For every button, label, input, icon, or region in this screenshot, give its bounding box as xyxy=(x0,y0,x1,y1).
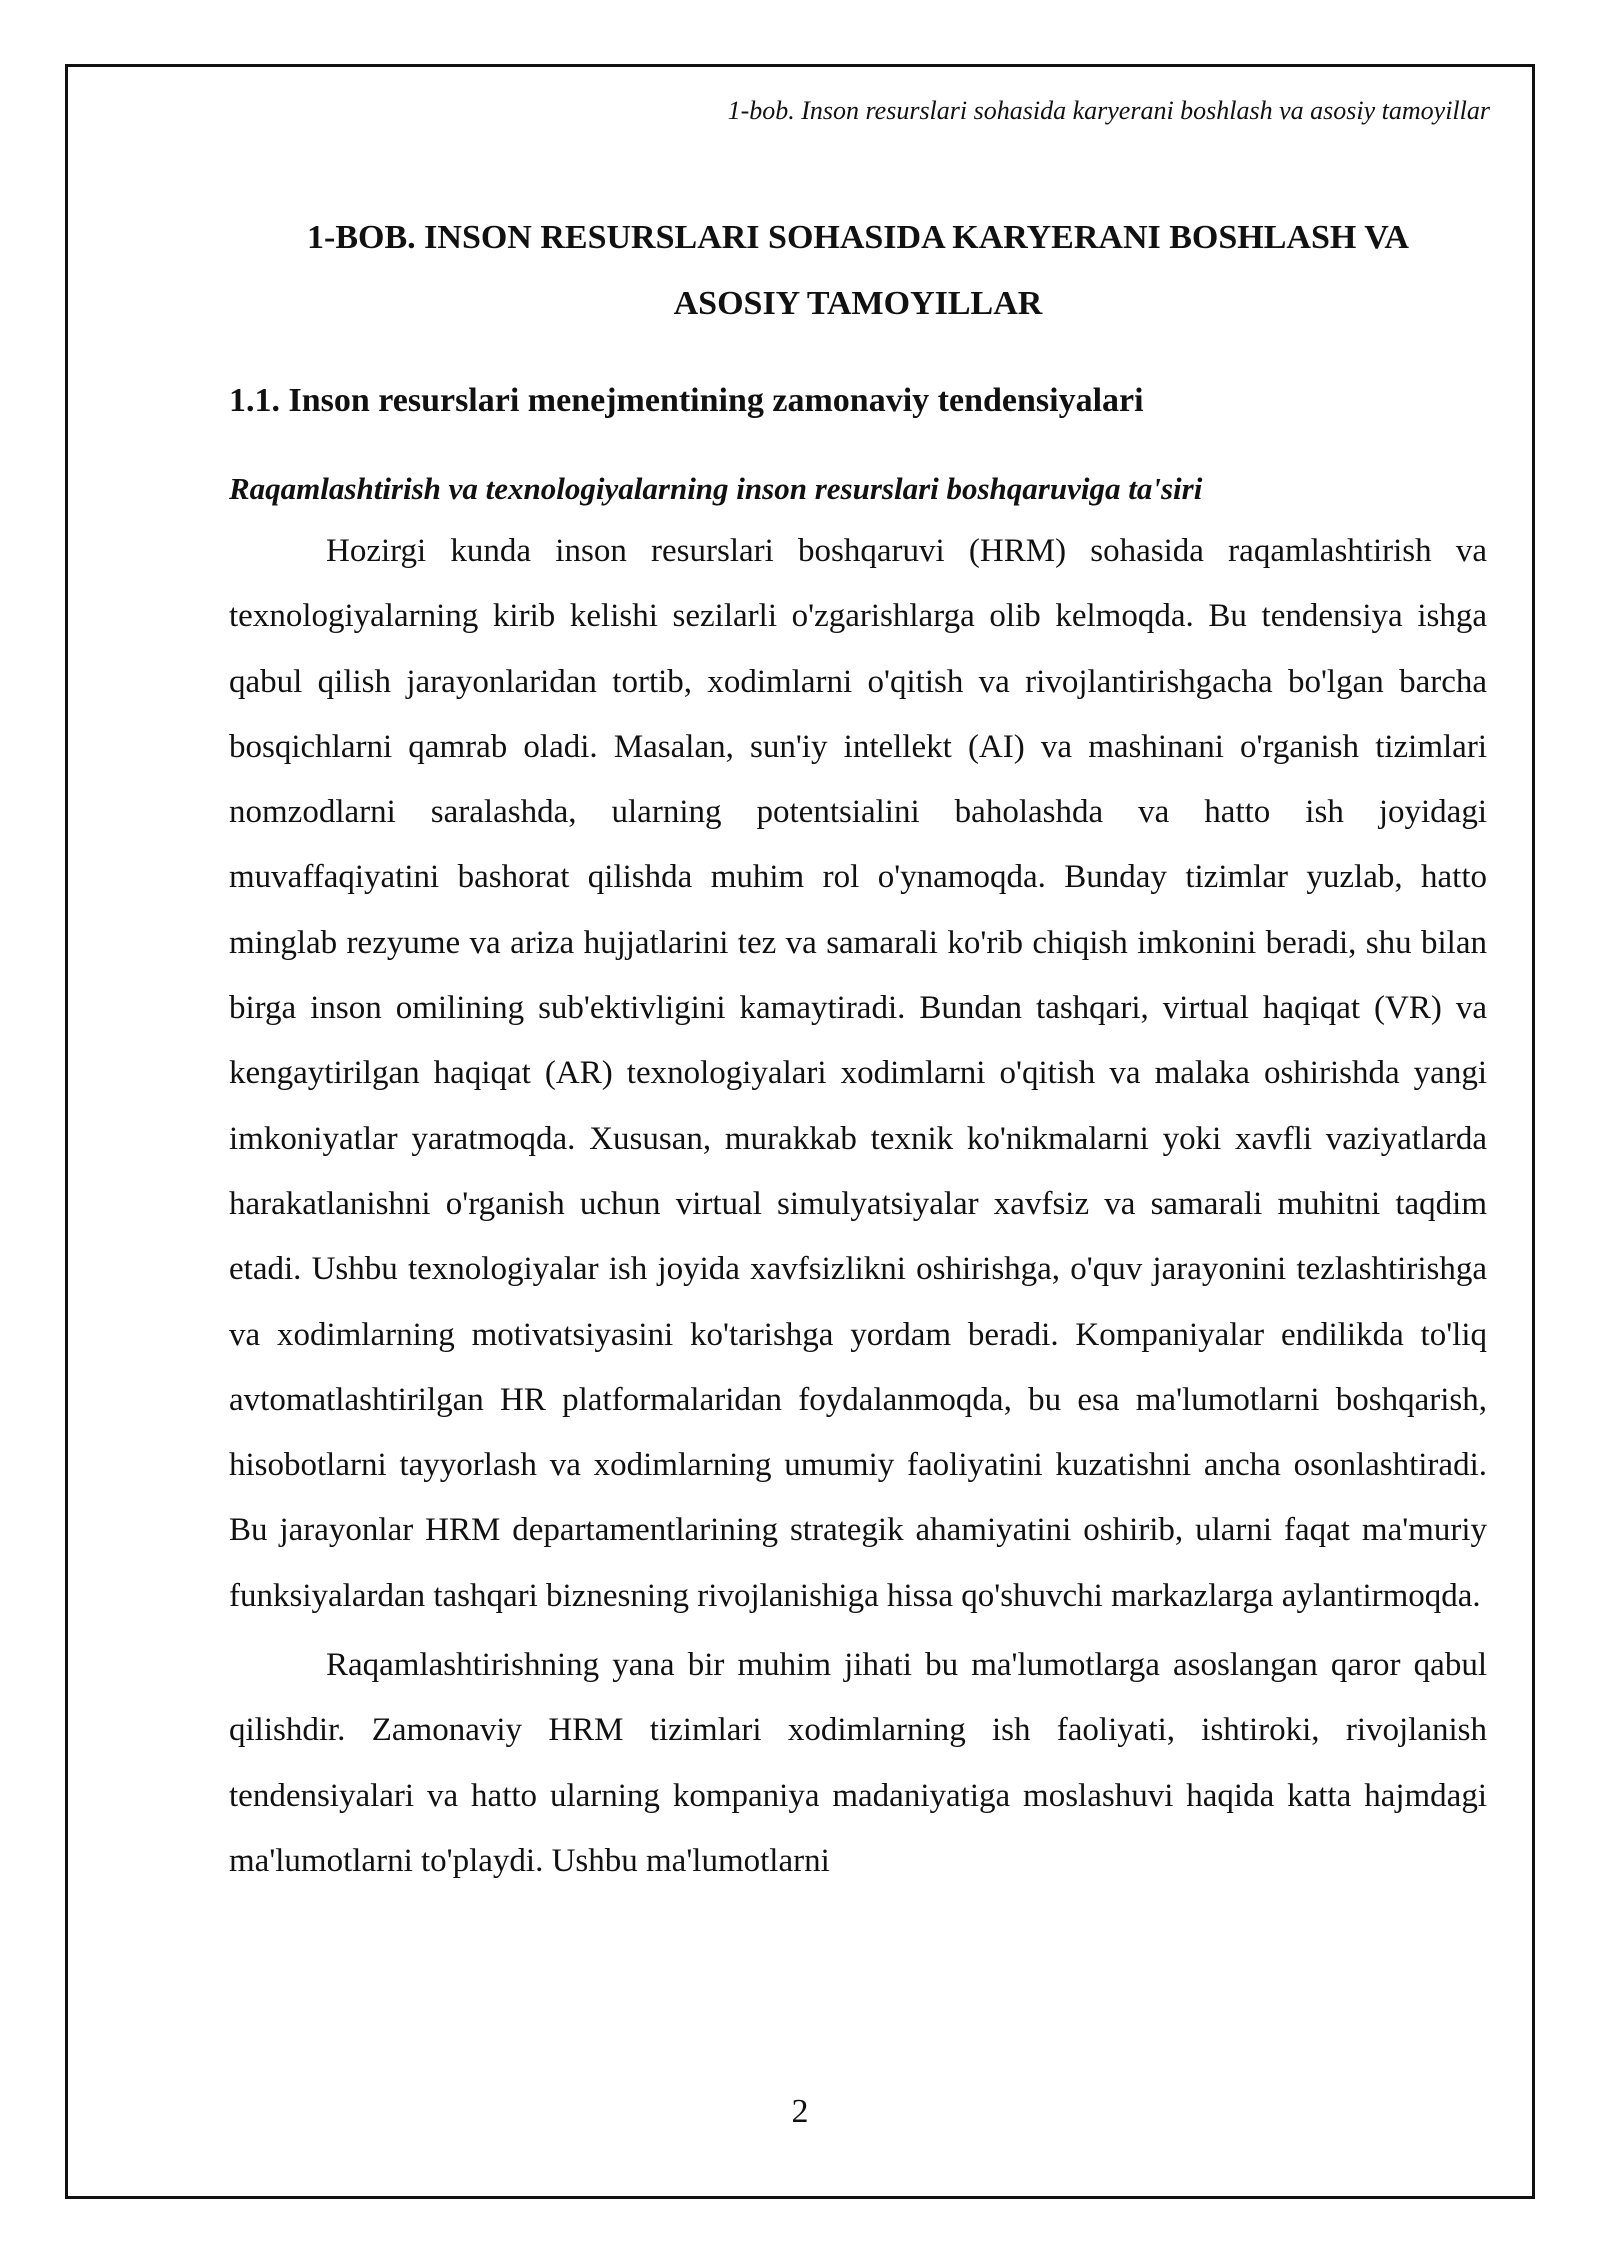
body-paragraph-1: Hozirgi kunda inson resurslari boshqaruvi (HRM) sohasida raqamlashtirish va texnologiyalarning kirib kelishi sezilarli o'zgarishlarga olib kelmoqda. Bu tendensiya ishga qabul qilish jarayonlaridan tortib, xodimlarni o'qitish va rivojlantirishgacha bo'lgan barcha bosqichlarni qamrab oladi. Masalan, sun'iy intellekt (AI) va mashinani o'rganish tizimlari nomzodlarni saralashda, ularning potentsialini baholashda va hatto ish joyidagi muvaffaqiyatini bashorat qilishda muhim rol o'ynamoqda. Bunday tizimlar yuzlab, hatto minglab rezyume va ariza hujjatlarini tez va samarali ko'rib chiqish imkonini beradi, shu bilan birga inson omilining sub'ektivligini kamaytiradi. Bundan tashqari, virtual haqiqat (VR) va kengaytirilgan haqiqat (AR) texnologiyalari xodimlarni o'qitish va malaka oshirishda yangi imkoniyatlar yaratmoqda. Xususan, murakkab texnik ko'nikmalarni yoki xavfli vaziyatlarda harakatlanishni o'rganish uchun virtual simulyatsiyalar xavfsiz va samarali muhitni taqdim etadi. Ushbu texnologiyalar ish joyida xavfsizlikni oshirishga, o'quv jarayonini tezlashtirishga va xodimlarning motivatsiyasini ko'tarishga yordam beradi. Kompaniyalar endilikda to'liq avtomatlashtirilgan HR platformalaridan foydalanmoqda, bu esa ma'lumotlarni boshqarish, hisobotlarni tayyorlash va xodimlarning umumiy faoliyatini kuzatishni ancha osonlashtiradi. Bu jarayonlar HRM departamentlarining strategik ahamiyatini oshirib, ularni faqat ma'muriy funksiyalardan tashqari biznesning rivojlanishiga hissa qo'shuvchi markazlarga aylantirmoqda. xyxy=(229,533,1487,1614)
page-number: 2 xyxy=(791,2093,809,2130)
chapter-title-line-1: 1-BOB. INSON RESURSLARI SOHASIDA KARYERANI BOSHLASH VA xyxy=(307,219,1409,256)
subsection-title: Raqamlashtirish va texnologiyalarning inson resurslari boshqaruviga ta'siri xyxy=(229,471,1203,506)
section-title: 1.1. Inson resurslari menejmentining zamonaviy tendensiyalari xyxy=(229,382,1144,419)
chapter-title xyxy=(229,205,1487,337)
running-header: 1-bob. Inson resurslari sohasida karyerani boshlash va asosiy tamoyillar xyxy=(727,96,1490,125)
chapter-title-line-2: ASOSIY TAMOYILLAR xyxy=(673,285,1043,322)
page-content xyxy=(229,205,1487,1894)
body-paragraph-2: Raqamlashtirishning yana bir muhim jihati bu ma'lumotlarga asoslangan qaror qabul qilishdir. Zamonaviy HRM tizimlari xodimlarning ish faoliyati, ishtiroki, rivojlanish tendensiyalari va hatto ularning kompaniya madaniyatiga moslashuvi haqida katta hajmdagi ma'lumotlarni to'playdi. Ushbu ma'lumotlarni xyxy=(229,1647,1487,1879)
